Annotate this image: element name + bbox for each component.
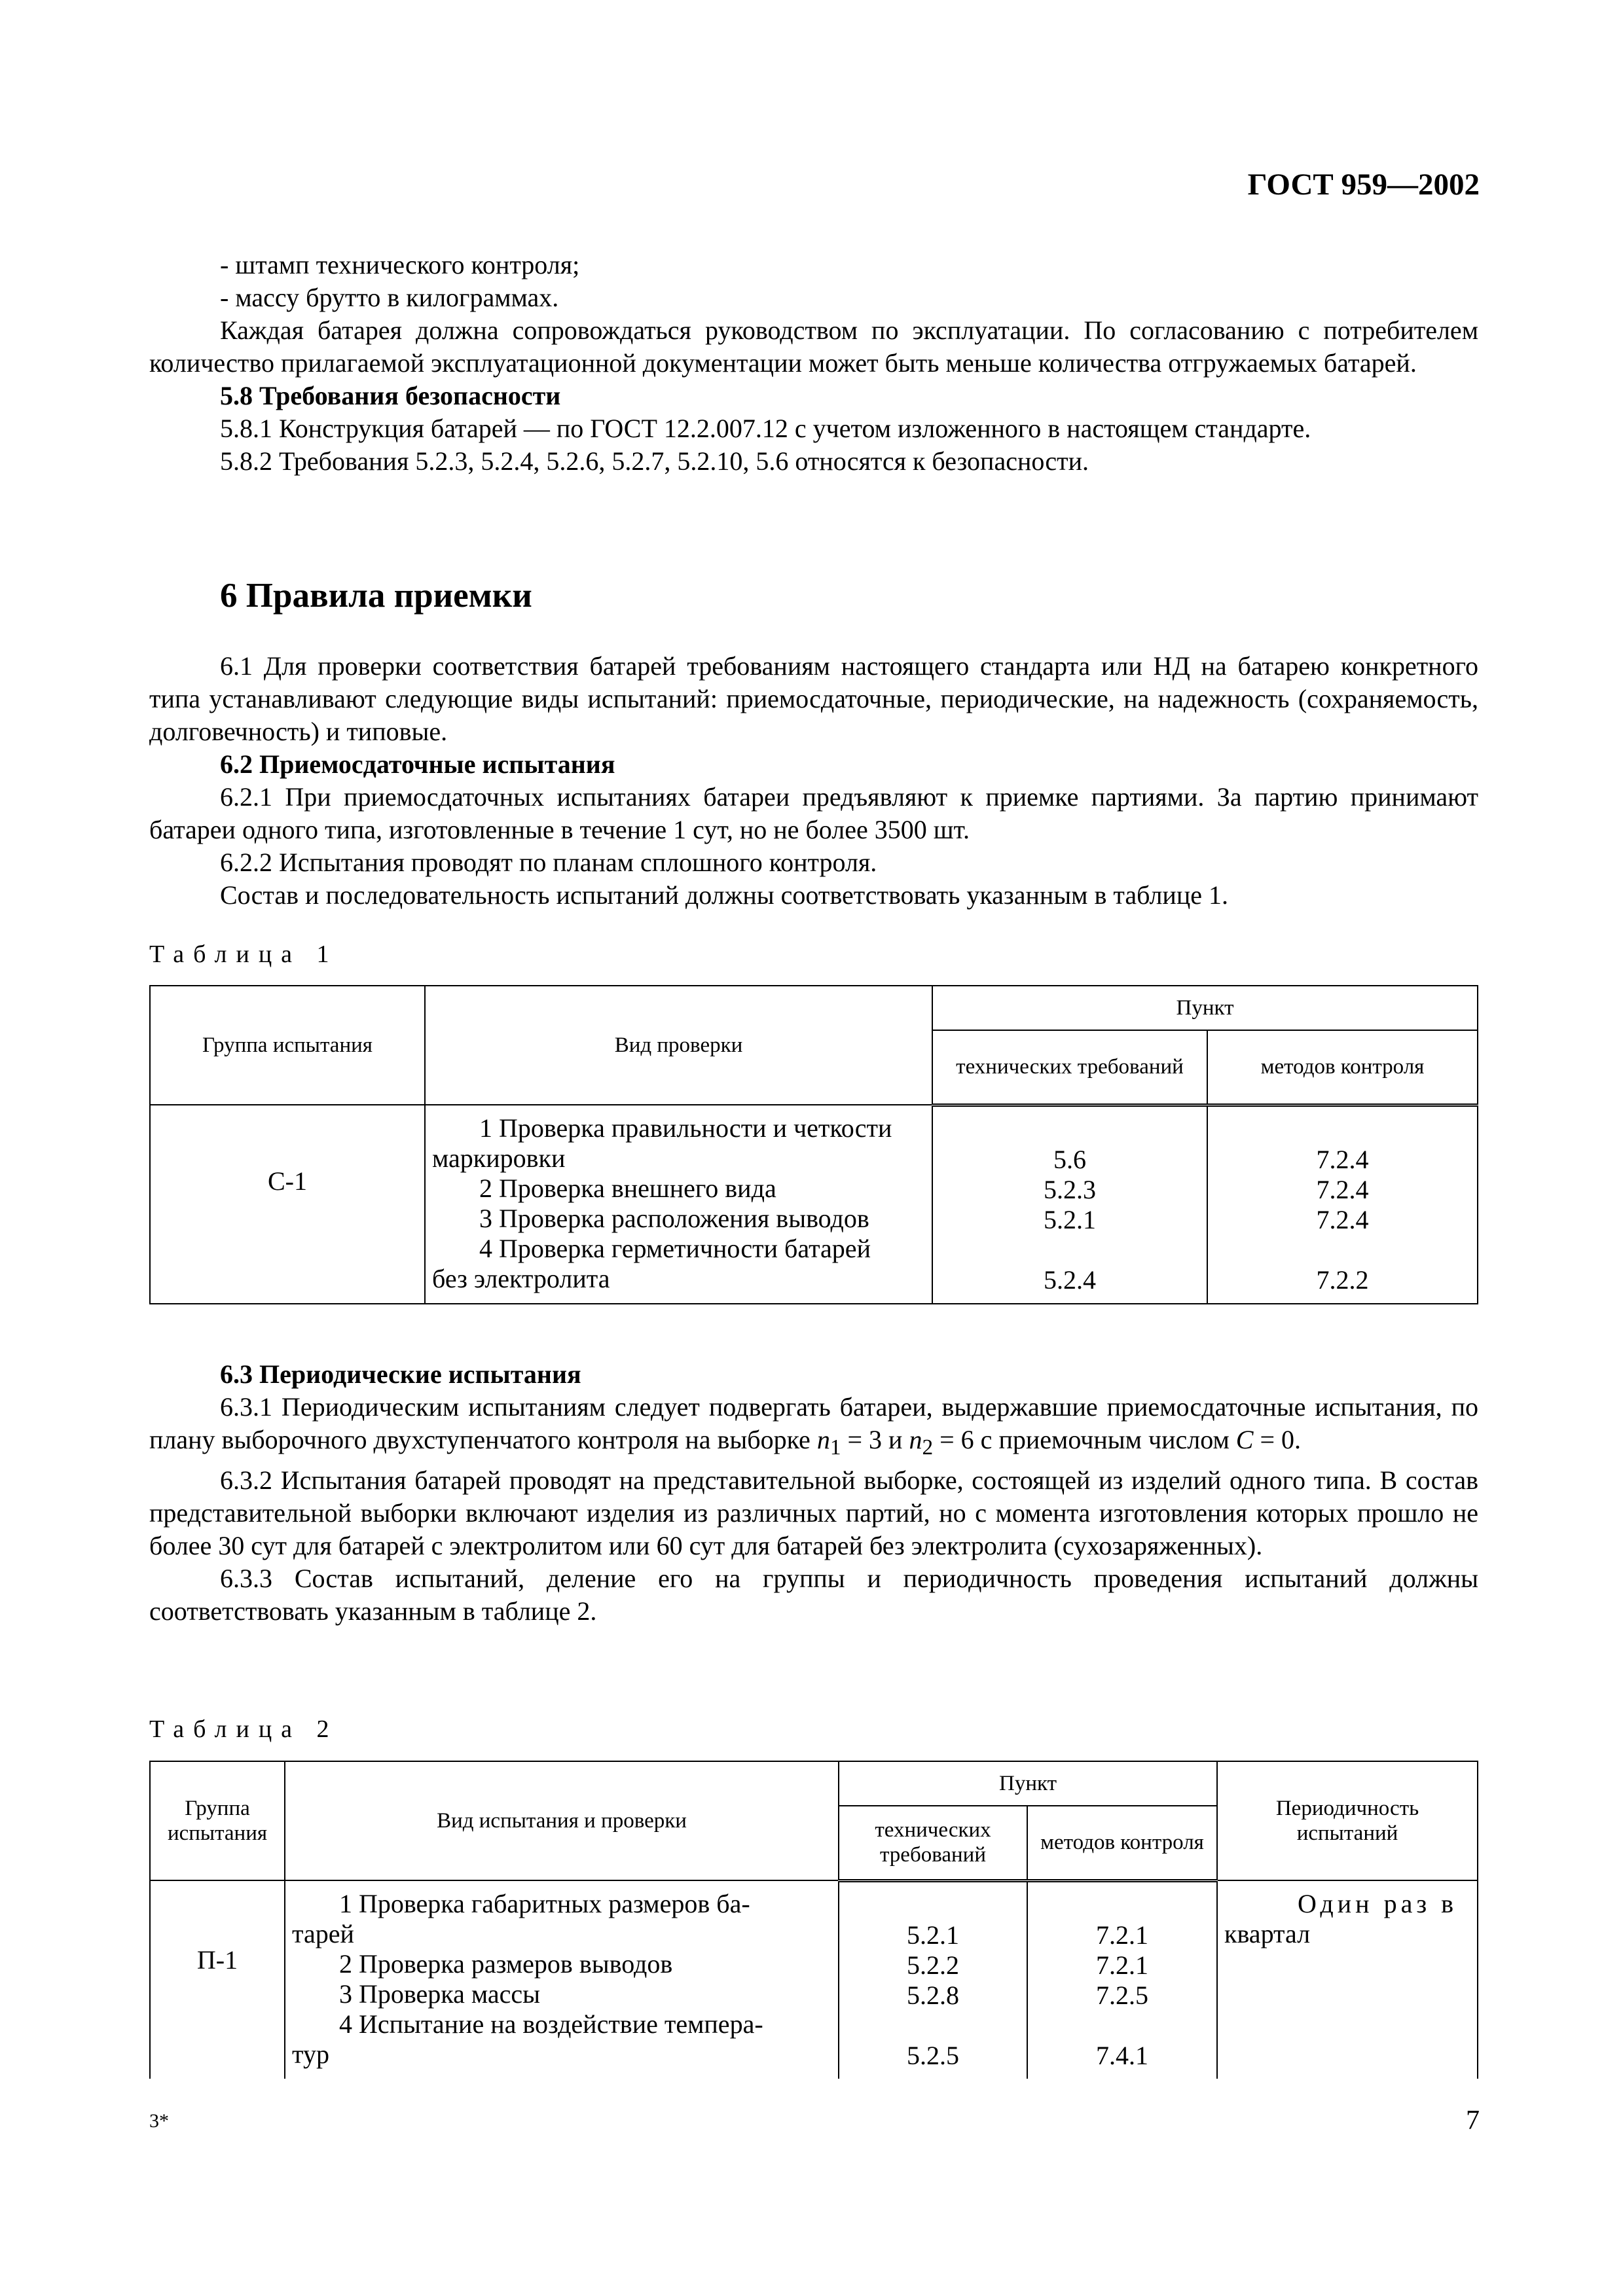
var-n2-index: 2 xyxy=(922,1435,934,1460)
table2-period-line: квартал xyxy=(1224,1919,1311,1948)
table1-tech-value xyxy=(939,1115,1200,1145)
var-n1-index: 1 xyxy=(830,1435,841,1460)
table2-caption: Таблица 2 xyxy=(149,1715,338,1743)
table1-group-cell: С-1 xyxy=(150,1105,425,1304)
table1-method-cell xyxy=(1207,1105,1478,1304)
text-block-6-3 xyxy=(149,1358,1478,1628)
list-item-gross-mass: - массу брутто в килограммах. xyxy=(220,283,559,312)
table2-tech-value: 5.2.1 xyxy=(907,1920,959,1950)
table2-header-period: Периодичность испытаний xyxy=(1217,1761,1478,1880)
heading-5-8: 5.8 Требования безопасности xyxy=(220,381,561,410)
table1-caption: Таблица 1 xyxy=(149,941,338,968)
table1-method-value: 7.2.4 xyxy=(1316,1174,1369,1204)
table2-method-value: 7.2.5 xyxy=(1096,1980,1148,2010)
document-code: ГОСТ 959—2002 xyxy=(1247,168,1480,202)
table2-method-value: 7.4.1 xyxy=(1096,2040,1148,2070)
table2-line: тарей xyxy=(292,1919,354,1948)
table2-method-cell xyxy=(1027,1880,1217,2079)
table2-kind-cell xyxy=(285,1880,839,2079)
table2-header-tech: технических требований xyxy=(839,1806,1027,1880)
table1-header-kind: Вид проверки xyxy=(425,986,932,1105)
text-block-6-1-6-2 xyxy=(149,650,1478,912)
table1-method-value: 7.2.2 xyxy=(1316,1265,1369,1295)
table1-tech-value: 5.2.4 xyxy=(1044,1265,1096,1295)
table2-period-cell xyxy=(1217,1880,1478,2079)
table2-method-value: 7.2.1 xyxy=(1096,1950,1148,1980)
table2-line: 2 Проверка размеров выводов xyxy=(339,1949,673,1979)
table2-method-value xyxy=(1034,1890,1210,1920)
table-2 xyxy=(149,1761,1478,2079)
table1-header-item: Пункт xyxy=(932,986,1478,1030)
table1-line: без электролита xyxy=(432,1264,610,1293)
paragraph-6-3-1 xyxy=(149,1391,1478,1464)
text-block-5-7-5-8 xyxy=(149,249,1478,478)
table1-kind-cell xyxy=(425,1105,932,1304)
table1-header-tech: технических требований xyxy=(932,1030,1207,1105)
heading-6-3: 6.3 Периодические испытания xyxy=(220,1359,581,1389)
table1-header-group: Группа испытания xyxy=(150,986,425,1105)
table1-method-value xyxy=(1214,1235,1470,1265)
table1-method-value xyxy=(1214,1115,1470,1145)
paragraph-6-2-2: 6.2.2 Испытания проводят по планам сплошного контроля. xyxy=(220,848,877,877)
paragraph-5-8-2: 5.8.2 Требования 5.2.3, 5.2.4, 5.2.6, 5.2.7, 5.2.10, 5.6 относятся к безопасности. xyxy=(220,446,1089,476)
table1-line: 3 Проверка расположения выводов xyxy=(479,1204,869,1233)
page-number: 7 xyxy=(1466,2106,1480,2136)
table1-line: 2 Проверка внешнего вида xyxy=(479,1174,776,1203)
paragraph-6-3-3: 6.3.3 Состав испытаний, деление его на группы и периодичность проведения испытаний должны соответствовать указанным в таблице 2. xyxy=(149,1564,1478,1626)
table2-period-line: Один раз в xyxy=(1298,1889,1458,1918)
var-n1: n xyxy=(816,1425,830,1454)
table-1 xyxy=(149,985,1478,1304)
table2-tech-cell xyxy=(839,1880,1027,2079)
table2-header-item: Пункт xyxy=(839,1761,1217,1806)
table2-line: тур xyxy=(292,2039,329,2069)
table2-tech-value xyxy=(846,1890,1020,1920)
table2-header-group: Группа испытания xyxy=(150,1761,285,1880)
paragraph-5-8-1: 5.8.1 Конструкция батарей — по ГОСТ 12.2.007.12 с учетом изложенного в настоящем стандарте. xyxy=(220,414,1311,443)
table2-method-value: 7.2.1 xyxy=(1096,1920,1148,1950)
table1-tech-value: 5.6 xyxy=(1053,1144,1086,1174)
table1-tech-value: 5.2.1 xyxy=(1044,1204,1096,1234)
paragraph-manual: Каждая батарея должна сопровождаться руководством по эксплуатации. По согласованию с потребителем количество прилагаемой эксплуатационной документации может быть меньше количества отгружаемых батарей. xyxy=(149,315,1478,378)
table2-tech-value xyxy=(846,2011,1020,2041)
var-c: C xyxy=(1235,1425,1254,1454)
table1-line: 1 Проверка правильности и четкости xyxy=(479,1113,892,1143)
table2-tech-value: 5.2.5 xyxy=(907,2040,959,2070)
paragraph-6-3-1-part: = 0. xyxy=(1253,1425,1302,1454)
table2-group-cell: П-1 xyxy=(150,1880,285,2079)
table1-method-value: 7.2.4 xyxy=(1316,1204,1369,1234)
table1-line: маркировки xyxy=(432,1143,566,1173)
heading-6-2: 6.2 Приемосдаточные испытания xyxy=(220,749,615,779)
paragraph-6-2-1: 6.2.1 При приемосдаточных испытаниях батареи предъявляют к приемке партиями. За партию принимают батареи одного типа, изготовленные в течение 1 сут, но не более 3500 шт. xyxy=(149,782,1478,844)
table1-tech-value: 5.2.3 xyxy=(1044,1174,1096,1204)
section-6-title: 6 Правила приемки xyxy=(220,577,532,615)
paragraph-6-3-1-part: = 3 и xyxy=(841,1425,909,1454)
list-item-stamp: - штамп технического контроля; xyxy=(220,250,580,279)
table1-header-method: методов контроля xyxy=(1207,1030,1478,1105)
table2-tech-value: 5.2.2 xyxy=(907,1950,959,1980)
table2-line: 1 Проверка габаритных размеров ба- xyxy=(339,1889,750,1918)
paragraph-6-3-1-part: 6.3.1 Периодическим испытаниям следует подвергать батареи, выдержавшие приемосдаточные испытания, по плану выборочного двухступенчатого контроля на выборке xyxy=(149,1392,1478,1454)
sheet-mark: 3* xyxy=(149,2110,169,2132)
paragraph-6-1: 6.1 Для проверки соответствия батарей требованиям настоящего стандарта или НД на батарею конкретного типа устанавливают следующие виды испытаний: приемосдаточные, периодические, на надежность (сохраняемость, долговечность) и типовые. xyxy=(149,651,1478,746)
table2-line: 3 Проверка массы xyxy=(339,1979,541,2009)
paragraph-6-3-1-part: = 6 с приемочным числом xyxy=(933,1425,1236,1454)
table1-method-value: 7.2.4 xyxy=(1316,1144,1369,1174)
paragraph-table1-ref: Состав и последовательность испытаний должны соответствовать указанным в таблице 1. xyxy=(220,880,1228,910)
table2-tech-value: 5.2.8 xyxy=(907,1980,959,2010)
table2-header-method: методов контроля xyxy=(1027,1806,1217,1880)
paragraph-6-3-2: 6.3.2 Испытания батарей проводят на представительной выборке, состоящей из изделий одного типа. В состав представительной выборки включают изделия из различных партий, но с момента изготовления которых прошло не более 30 сут для батарей с электролитом или 60 сут для батарей без электролита (сухозаряженных). xyxy=(149,1465,1478,1560)
var-n2: n xyxy=(909,1425,922,1454)
table2-header-kind: Вид испытания и проверки xyxy=(285,1761,839,1880)
table1-tech-value xyxy=(939,1235,1200,1265)
table2-method-value xyxy=(1034,2011,1210,2041)
table1-line: 4 Проверка герметичности батарей xyxy=(479,1234,871,1263)
table2-line: 4 Испытание на воздействие темпера- xyxy=(339,2009,763,2039)
table1-tech-cell xyxy=(932,1105,1207,1304)
